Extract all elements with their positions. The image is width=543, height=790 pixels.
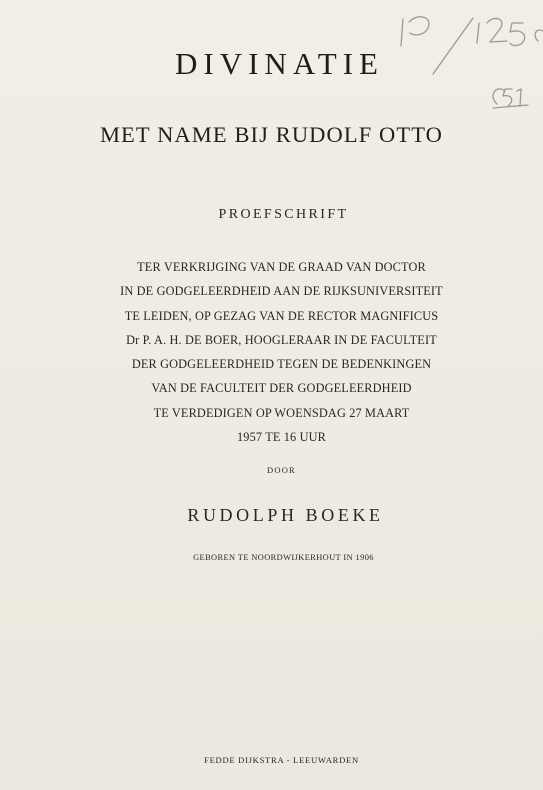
pencil-stroke <box>409 17 429 35</box>
thesis-label: PROEFSCHRIFT <box>218 207 349 222</box>
statement-line: IN DE GODGELEERDHEID AAN DE RIJKSUNIVERSITEIT <box>120 284 443 299</box>
pencil-stroke <box>493 89 505 104</box>
statement-line: Dr P. A. H. DE BOER, HOOGLERAAR IN DE FACULTEIT <box>126 332 437 347</box>
pencil-stroke <box>535 30 543 41</box>
by-label: DOOR <box>267 465 296 475</box>
statement-line: TE VERDEDIGEN OP WOENSDAG 27 MAART <box>153 405 410 420</box>
publisher-imprint: FEDDE DIJKSTRA - LEEUWARDEN <box>204 755 359 765</box>
statement-line: TER VERKRIJGING VAN DE GRAAD VAN DOCTOR <box>137 260 426 274</box>
pencil-stroke <box>401 19 403 46</box>
birth-note: GEBOREN TE NOORDWIJKERHOUT IN 1906 <box>193 553 374 562</box>
pencil-stroke <box>487 18 507 42</box>
author-name: RUDOLPH BOEKE <box>187 505 384 525</box>
pencil-stroke <box>510 23 525 46</box>
book-subtitle: MET NAME BIJ RUDOLF OTTO <box>99 122 444 147</box>
statement-line: TE LEIDEN, OP GEZAG VAN DE RECTOR MAGNIFICUS <box>124 308 439 323</box>
pencil-stroke <box>503 89 512 106</box>
statement-line: VAN DE FACULTEIT DER GODGELEERDHEID <box>151 381 412 396</box>
pencil-stroke <box>517 89 521 106</box>
statement-line: DER GODGELEERDHEID TEGEN DE BEDENKINGEN <box>131 357 432 372</box>
statement-line: 1957 TE 16 UUR <box>237 430 326 445</box>
pencil-stroke <box>493 105 528 108</box>
pencil-stroke <box>477 23 479 43</box>
book-title: DIVINATIE <box>175 46 384 81</box>
thesis-statement <box>0 255 543 449</box>
